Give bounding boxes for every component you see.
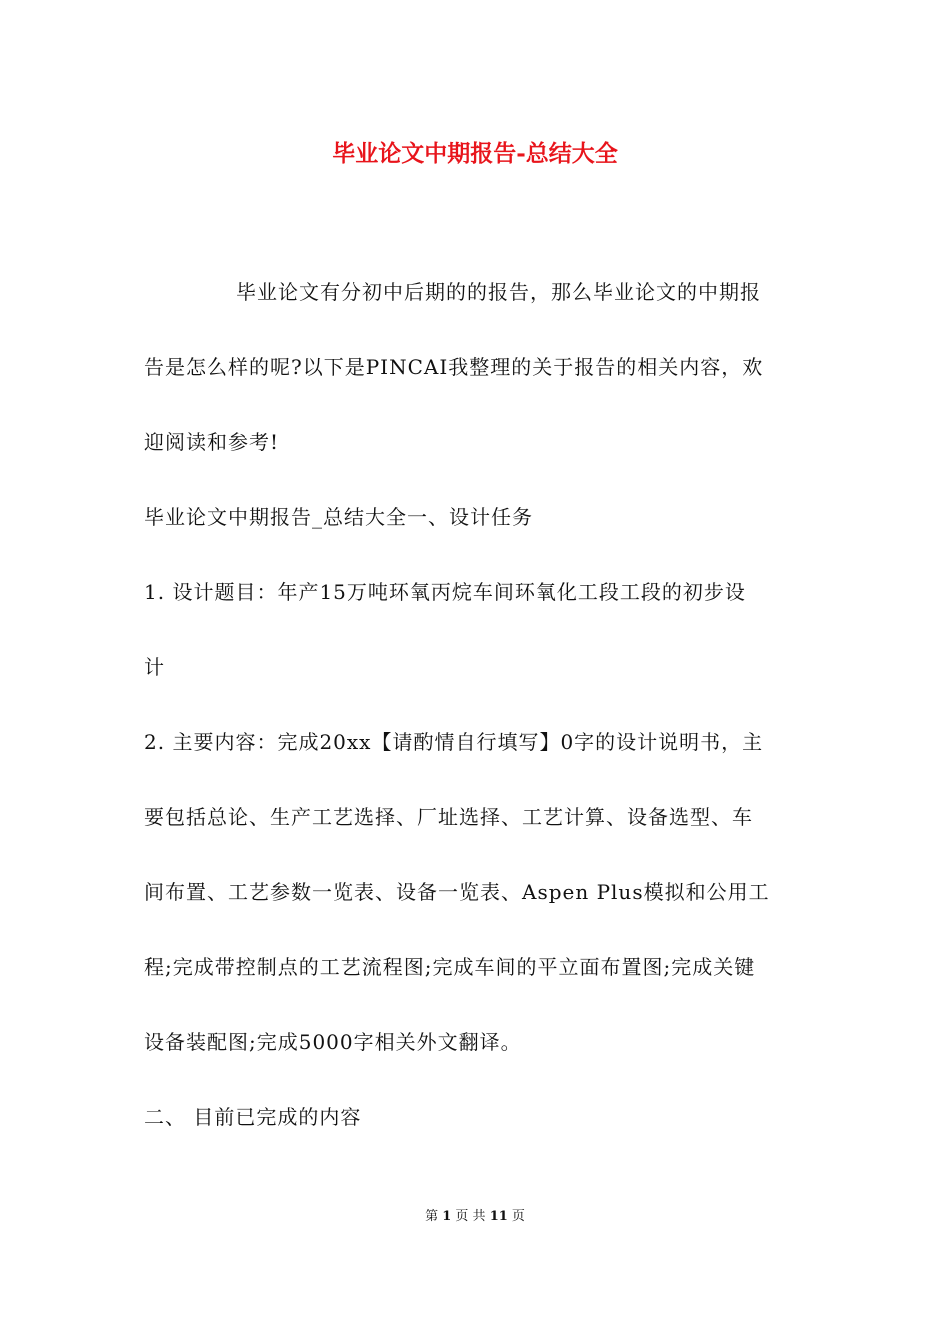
paragraph-line: 告是怎么样的呢?以下是PINCAI我整理的关于报告的相关内容，欢 bbox=[144, 355, 764, 379]
footer-prefix: 第 bbox=[425, 1209, 439, 1224]
list-item: 2. 主要内容：完成20xx【请酌情自行填写】0字的设计说明书，主 bbox=[144, 730, 764, 754]
list-item-continuation: 要包括总论、生产工艺选择、厂址选择、工艺计算、设备选型、车 bbox=[144, 805, 753, 829]
footer-middle: 页 共 bbox=[455, 1209, 486, 1224]
total-pages-number: 11 bbox=[489, 1209, 508, 1224]
list-item: 1. 设计题目：年产15万吨环氧丙烷车间环氧化工段工段的初步设 bbox=[144, 580, 746, 604]
page-footer bbox=[0, 1205, 950, 1229]
list-item-continuation: 间布置、工艺参数一览表、设备一览表、Aspen Plus模拟和公用工 bbox=[144, 880, 770, 904]
section-heading: 毕业论文中期报告_总结大全一、设计任务 bbox=[144, 505, 533, 529]
list-item-continuation: 设备装配图;完成5000字相关外文翻译。 bbox=[144, 1030, 522, 1054]
paragraph-line: 迎阅读和参考! bbox=[144, 430, 280, 454]
paragraph-line: 毕业论文有分初中后期的的报告，那么毕业论文的中期报 bbox=[236, 280, 761, 304]
page-title: 毕业论文中期报告-总结大全 bbox=[332, 140, 618, 167]
list-item-continuation: 程;完成带控制点的工艺流程图;完成车间的平立面布置图;完成关键 bbox=[144, 955, 756, 979]
footer-suffix: 页 bbox=[511, 1209, 525, 1224]
current-page-number: 1 bbox=[442, 1209, 452, 1224]
list-item-continuation: 计 bbox=[144, 655, 165, 679]
section-heading: 二、 目前已完成的内容 bbox=[144, 1105, 362, 1129]
